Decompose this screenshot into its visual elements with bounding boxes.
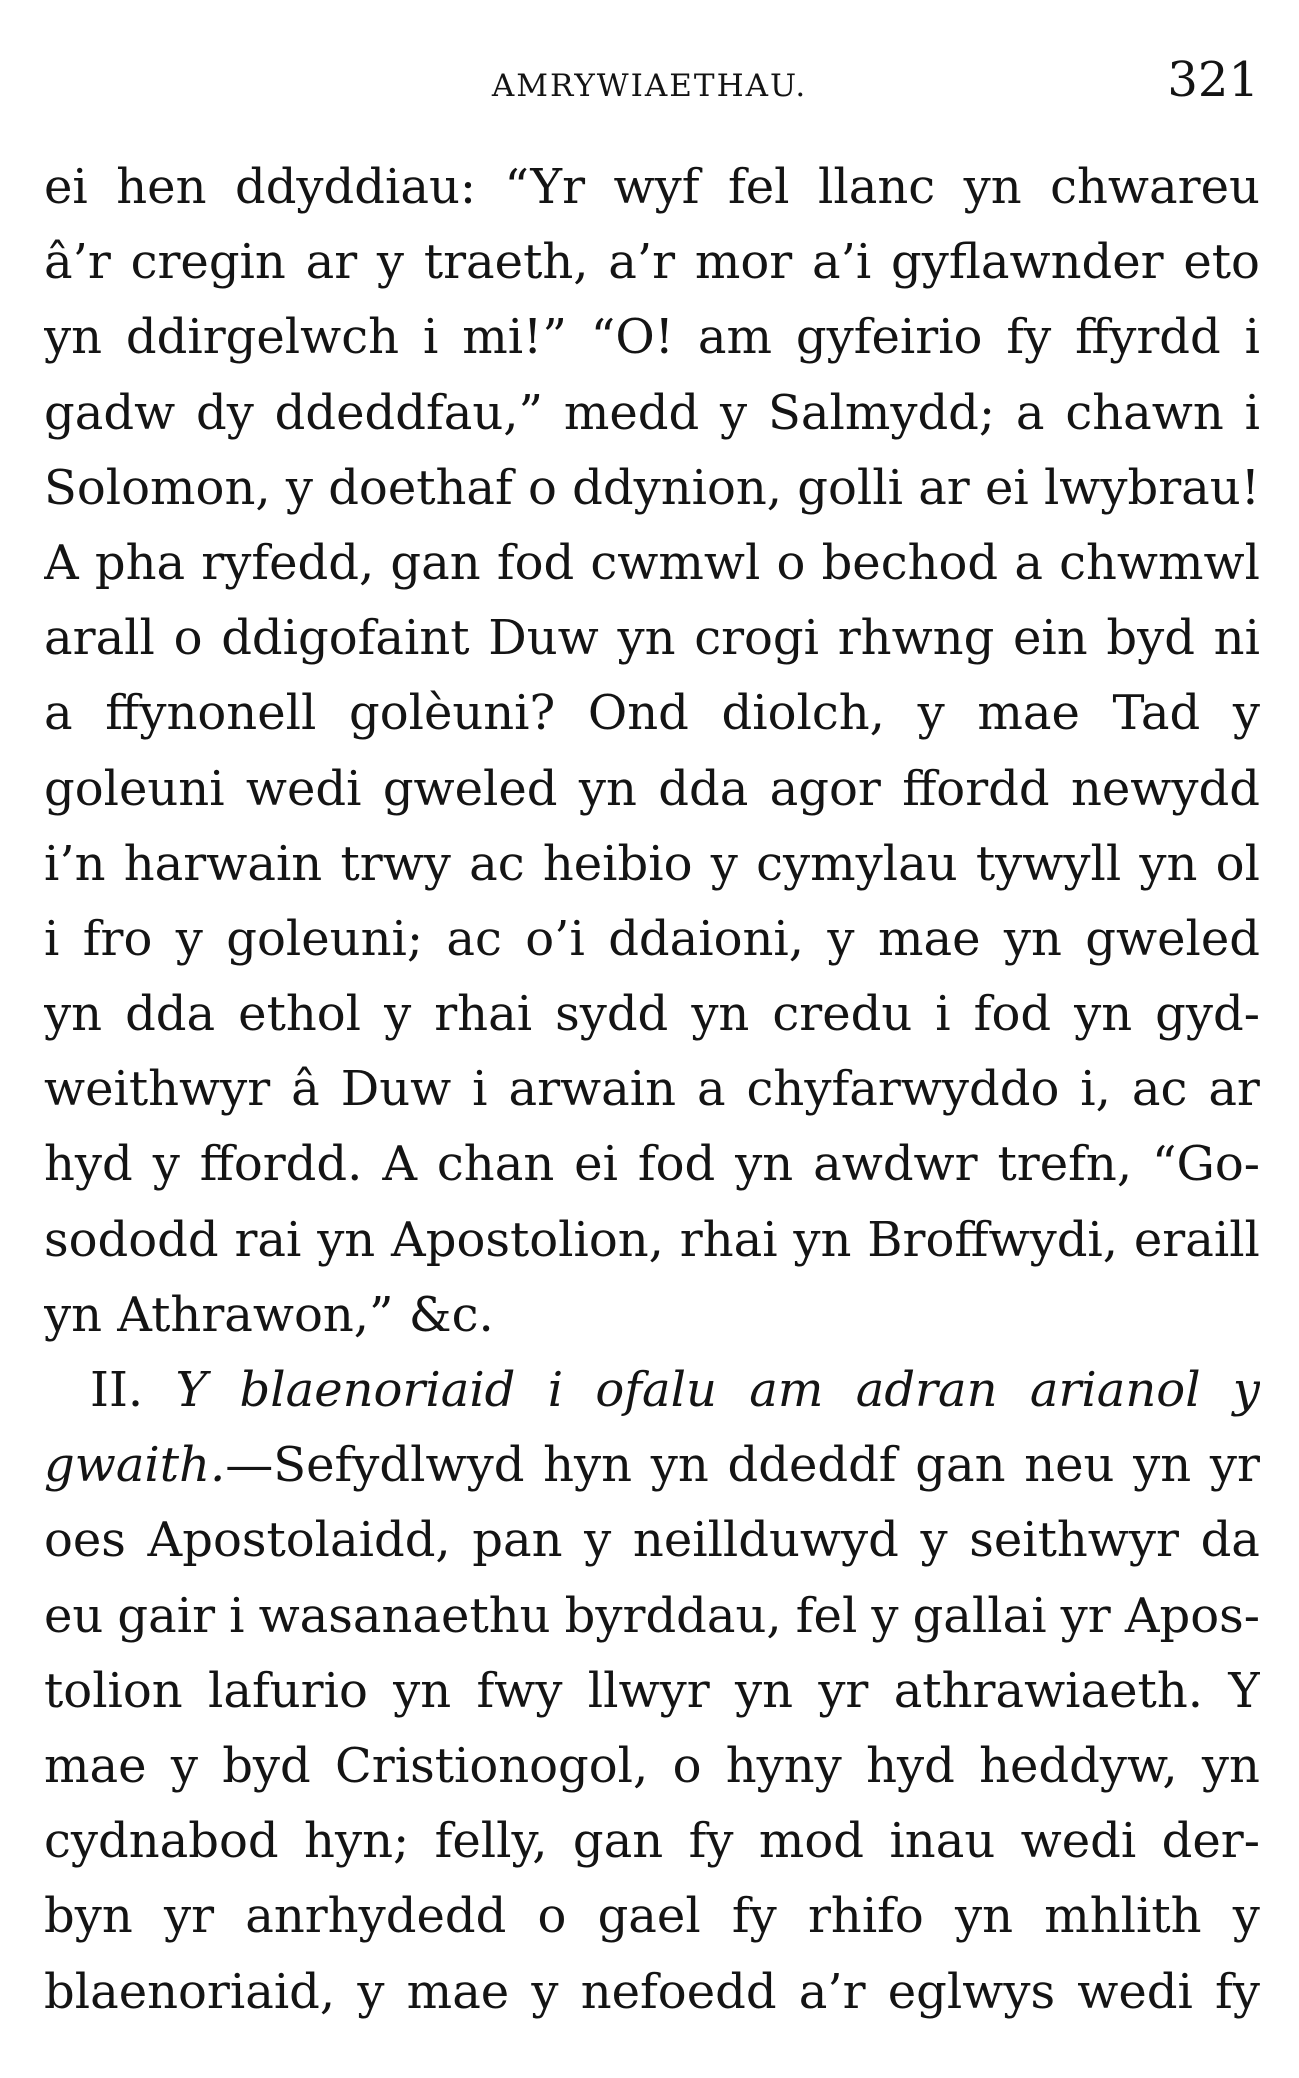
word: ein <box>1013 610 1088 667</box>
word: crogi <box>694 610 820 667</box>
word: i <box>1244 309 1260 366</box>
word: o <box>776 534 806 591</box>
word: golèuni? <box>348 685 556 742</box>
word: gyflawnder <box>891 234 1164 291</box>
word: gan <box>572 1813 664 1870</box>
word: cwmwl <box>590 534 761 591</box>
word: i <box>472 1061 488 1118</box>
word: gan <box>390 534 481 591</box>
body-text <box>44 150 1260 2030</box>
word: hyn; <box>304 1813 410 1870</box>
text-line <box>44 827 1260 902</box>
word: yr <box>818 1662 869 1719</box>
word: gadw <box>44 384 176 441</box>
word: yn <box>691 986 750 1043</box>
word: chwmwl <box>1059 534 1260 591</box>
word: agor <box>769 760 881 817</box>
word: yn <box>650 1437 709 1494</box>
word: ddyddiau: <box>234 159 477 215</box>
word: mor <box>694 234 793 291</box>
word: arwain <box>508 1061 677 1118</box>
word: gwaith.—Sefydlwyd <box>44 1437 525 1494</box>
word: diolch, <box>721 685 885 742</box>
word: fro <box>82 910 153 967</box>
text-line <box>44 1278 1260 1353</box>
text-line <box>44 1804 1260 1879</box>
word: i <box>935 986 951 1043</box>
word: hyny <box>725 1737 842 1794</box>
word: mod <box>758 1813 865 1870</box>
page-number: 321 <box>1167 52 1259 108</box>
word: ac <box>1131 1061 1188 1118</box>
word: am <box>697 309 772 366</box>
word: yn <box>793 1211 852 1268</box>
word: lwybrau! <box>1043 459 1260 516</box>
word: heddyw, <box>979 1737 1178 1794</box>
word: hyd <box>866 1737 955 1794</box>
word: y <box>531 1963 559 2020</box>
word: sydd <box>555 986 669 1043</box>
word: ddirgelwch <box>125 309 400 366</box>
text-line <box>44 1654 1260 1729</box>
word: rhai <box>434 986 533 1043</box>
word: goleuni; <box>226 910 423 967</box>
word: adran <box>855 1362 998 1418</box>
word: o <box>173 610 203 667</box>
word: chwareu <box>1050 159 1260 215</box>
word: ei <box>984 459 1029 516</box>
word: yn <box>1139 835 1198 892</box>
word: a <box>696 1061 726 1118</box>
word: cymylau <box>756 835 958 892</box>
word: eraill <box>1133 1211 1260 1268</box>
word: ddynion, <box>572 459 783 516</box>
word: yn <box>617 610 676 667</box>
word: fel <box>727 159 790 215</box>
text-line <box>44 977 1260 1052</box>
word: yn <box>1074 986 1133 1043</box>
word: ddaioni, <box>608 910 805 967</box>
word: fod <box>637 1136 716 1193</box>
word: tolion <box>44 1662 183 1719</box>
word: mhlith <box>1044 1888 1202 1945</box>
word: y <box>384 986 412 1043</box>
word: fod <box>973 986 1052 1043</box>
word: i <box>44 910 60 967</box>
text-line <box>44 1353 1260 1428</box>
word: i <box>229 1587 245 1644</box>
word: llwyr <box>587 1662 710 1719</box>
word: yr <box>163 1888 215 1945</box>
word: wedi <box>245 760 362 817</box>
word: ar <box>1208 1061 1260 1118</box>
word: ddeddf <box>727 1437 897 1494</box>
word: Y <box>1228 1662 1260 1719</box>
word: traeth, <box>423 234 589 291</box>
word: yn <box>44 309 103 366</box>
text-line <box>44 1579 1260 1654</box>
text-line <box>44 526 1260 601</box>
word: y <box>1232 1362 1260 1418</box>
text-line <box>44 1127 1260 1202</box>
word: i <box>1244 384 1260 441</box>
word: arianol <box>1029 1362 1201 1418</box>
word: sododd <box>44 1211 219 1268</box>
word: yn <box>955 1888 1014 1945</box>
word: fod <box>496 534 575 591</box>
word: wyf <box>613 159 700 215</box>
word: â’r <box>44 234 111 291</box>
word: ffynonell <box>105 685 317 742</box>
word: harwain <box>123 835 323 892</box>
word: yn <box>393 1662 452 1719</box>
word: am <box>749 1362 824 1418</box>
word: anrhydedd <box>245 1888 507 1945</box>
word: medd <box>563 384 700 441</box>
word: i’n <box>44 835 106 892</box>
word: gael <box>597 1888 701 1945</box>
word: ethol <box>238 986 362 1043</box>
word: y <box>152 1136 180 1193</box>
word: ar <box>305 234 358 291</box>
word: gair <box>117 1587 216 1644</box>
word: o’i <box>525 910 585 967</box>
word: weithwyr <box>44 1061 271 1118</box>
word: chyfarwyddo <box>746 1061 1060 1118</box>
word: hyd <box>44 1136 133 1193</box>
word: golli <box>797 459 903 516</box>
word: trefn, <box>997 1136 1133 1193</box>
word: y <box>170 1737 198 1794</box>
word: yn <box>1133 1437 1192 1494</box>
word: ddigofaint <box>221 610 470 667</box>
word: A <box>382 1136 417 1193</box>
word: heibio <box>542 835 693 892</box>
word: rhwng <box>837 610 995 667</box>
word: y <box>285 459 313 516</box>
text-line <box>44 451 1260 526</box>
word: bechod <box>821 534 999 591</box>
word: llanc <box>818 159 936 215</box>
word: pha <box>94 534 186 591</box>
word: neu <box>1024 1437 1115 1494</box>
word: doethaf <box>328 459 513 516</box>
word: y <box>720 384 748 441</box>
word: fy <box>731 1888 777 1945</box>
word: chawn <box>1065 384 1224 441</box>
word: Ond <box>587 685 689 742</box>
word: fy <box>1215 1963 1260 2020</box>
word: yn <box>1003 910 1062 967</box>
text-line <box>44 1203 1260 1278</box>
word: ol <box>1215 835 1260 892</box>
word: ni <box>1213 610 1260 667</box>
word: Cristionogol, <box>335 1737 649 1794</box>
word: Duw <box>488 610 599 667</box>
word: gallai <box>912 1587 1047 1644</box>
word: yn <box>44 1286 103 1343</box>
word: i <box>422 309 439 366</box>
text-line <box>44 1428 1260 1503</box>
word: gan <box>915 1437 1006 1494</box>
word: eu <box>44 1587 104 1644</box>
word: fy <box>688 1813 734 1870</box>
word: ddeddfau,” <box>274 384 544 441</box>
word: y <box>357 1963 385 2020</box>
text-line <box>44 601 1260 676</box>
word: mae <box>877 910 981 967</box>
word: a’r <box>798 1963 866 2020</box>
word: “O! <box>590 309 674 366</box>
word: Duw <box>340 1061 452 1118</box>
word: eglwys <box>887 1963 1056 2020</box>
word: yn <box>578 760 637 817</box>
word: gyd- <box>1155 986 1260 1043</box>
word: Broffwydi, <box>867 1211 1119 1268</box>
word: yn <box>734 1662 793 1719</box>
word: II. <box>90 1362 144 1418</box>
word: dy <box>195 384 254 441</box>
word: o <box>528 459 557 516</box>
word: ar <box>918 459 970 516</box>
word: Apos- <box>1124 1587 1260 1644</box>
word: eto <box>1183 234 1260 291</box>
word: ac <box>446 910 502 967</box>
word: blaenoriaid <box>239 1362 516 1418</box>
word: Tad <box>1112 685 1201 742</box>
text-line <box>44 376 1260 451</box>
text-line <box>44 1955 1260 2030</box>
text-line <box>44 225 1260 300</box>
word: athrawiaeth. <box>893 1662 1203 1719</box>
text-line <box>44 150 1260 225</box>
word: yn <box>1201 1737 1260 1794</box>
word: newydd <box>1070 760 1260 817</box>
word: hyn <box>543 1437 633 1494</box>
word: a <box>1014 534 1043 591</box>
word: ei <box>44 159 88 215</box>
word: y <box>584 1512 612 1569</box>
word: rhai <box>679 1211 778 1268</box>
word: Apostolion, <box>391 1211 664 1268</box>
word: fy <box>1006 309 1052 366</box>
word: y <box>871 1587 899 1644</box>
word: “Yr <box>504 159 586 215</box>
word: inau <box>889 1813 996 1870</box>
text-line <box>44 1052 1260 1127</box>
word: â <box>291 1061 320 1118</box>
word: y <box>827 910 855 967</box>
word: wedi <box>1077 1963 1193 2020</box>
word: wasanaethu <box>258 1587 551 1644</box>
word: trwy <box>340 835 451 892</box>
word: ac <box>469 835 525 892</box>
text-line <box>44 1879 1260 1954</box>
word: a <box>1015 384 1045 441</box>
word: i, <box>1080 1061 1111 1118</box>
text-line <box>44 300 1260 375</box>
text-line <box>44 676 1260 751</box>
word: hen <box>116 159 207 215</box>
text-line <box>44 1503 1260 1578</box>
word: fel <box>795 1587 858 1644</box>
word: wedi <box>1020 1813 1137 1870</box>
word: mae <box>977 685 1080 742</box>
word: ffyrdd <box>1075 309 1221 366</box>
word: Salmydd; <box>767 384 996 441</box>
word: y <box>175 910 203 967</box>
word: o <box>672 1737 702 1794</box>
word: gyfeirio <box>795 309 983 366</box>
word: yn <box>735 1136 794 1193</box>
word: o <box>537 1888 567 1945</box>
page-header <box>40 52 1259 112</box>
word: y <box>920 1512 948 1569</box>
word: Solomon, <box>44 459 271 516</box>
word: credu <box>772 986 913 1043</box>
text-line <box>44 752 1260 827</box>
word: felly, <box>434 1813 548 1870</box>
word: awdwr <box>813 1136 978 1193</box>
word: cydnabod <box>44 1813 279 1870</box>
word: y <box>1232 685 1260 742</box>
text-line <box>44 1729 1260 1804</box>
word: neillduwyd <box>632 1512 899 1569</box>
word: “Go- <box>1152 1136 1260 1193</box>
word: goleuni <box>44 760 225 817</box>
word: nefoedd <box>580 1963 777 2020</box>
word: rhifo <box>807 1888 924 1945</box>
word: blaenoriaid, <box>44 1963 336 2020</box>
word: i <box>547 1362 564 1418</box>
word: tywyll <box>975 835 1122 892</box>
running-title: AMRYWIAETHAU. <box>491 68 808 104</box>
word: rai <box>234 1211 302 1268</box>
word: der- <box>1161 1813 1260 1870</box>
word: yn <box>317 1211 376 1268</box>
word: ofalu <box>595 1362 717 1418</box>
word: fwy <box>476 1662 563 1719</box>
word: dda <box>125 986 216 1043</box>
word: cregin <box>130 234 286 291</box>
word: Apostolaidd, <box>147 1512 451 1569</box>
word: ffordd. <box>199 1136 363 1193</box>
word: mi!” <box>462 309 567 366</box>
word: oes <box>44 1512 126 1569</box>
word: yr <box>1060 1587 1111 1644</box>
word: pan <box>472 1512 563 1569</box>
word: a’i <box>812 234 872 291</box>
word: byd <box>222 1737 311 1794</box>
word: y <box>917 685 945 742</box>
word: ffordd <box>902 760 1050 817</box>
word: mae <box>406 1963 510 2020</box>
word: &c. <box>408 1286 494 1343</box>
word: yr <box>1209 1437 1260 1494</box>
word: lafurio <box>208 1662 368 1719</box>
word: byn <box>44 1888 133 1945</box>
word: yn <box>44 986 103 1043</box>
word: Athrawon,” <box>117 1286 394 1343</box>
word: seithwyr <box>969 1512 1179 1569</box>
word: ryfedd, <box>201 534 375 591</box>
word: gweled <box>1085 910 1260 967</box>
word: mae <box>44 1737 147 1794</box>
word: yn <box>963 159 1022 215</box>
word: byd <box>1106 610 1195 667</box>
word: y <box>710 835 738 892</box>
word: gweled <box>382 760 558 817</box>
word: dda <box>658 760 749 817</box>
word: Y <box>175 1362 208 1418</box>
word: a <box>44 685 73 742</box>
word: y <box>376 234 405 291</box>
word: da <box>1200 1512 1260 1569</box>
word: A <box>44 534 79 591</box>
word: a’r <box>608 234 676 291</box>
word: byrddau, <box>564 1587 782 1644</box>
text-line <box>44 902 1260 977</box>
word: ei <box>574 1136 618 1193</box>
word: y <box>1232 1888 1260 1945</box>
word: chan <box>436 1136 555 1193</box>
word: arall <box>44 610 155 667</box>
